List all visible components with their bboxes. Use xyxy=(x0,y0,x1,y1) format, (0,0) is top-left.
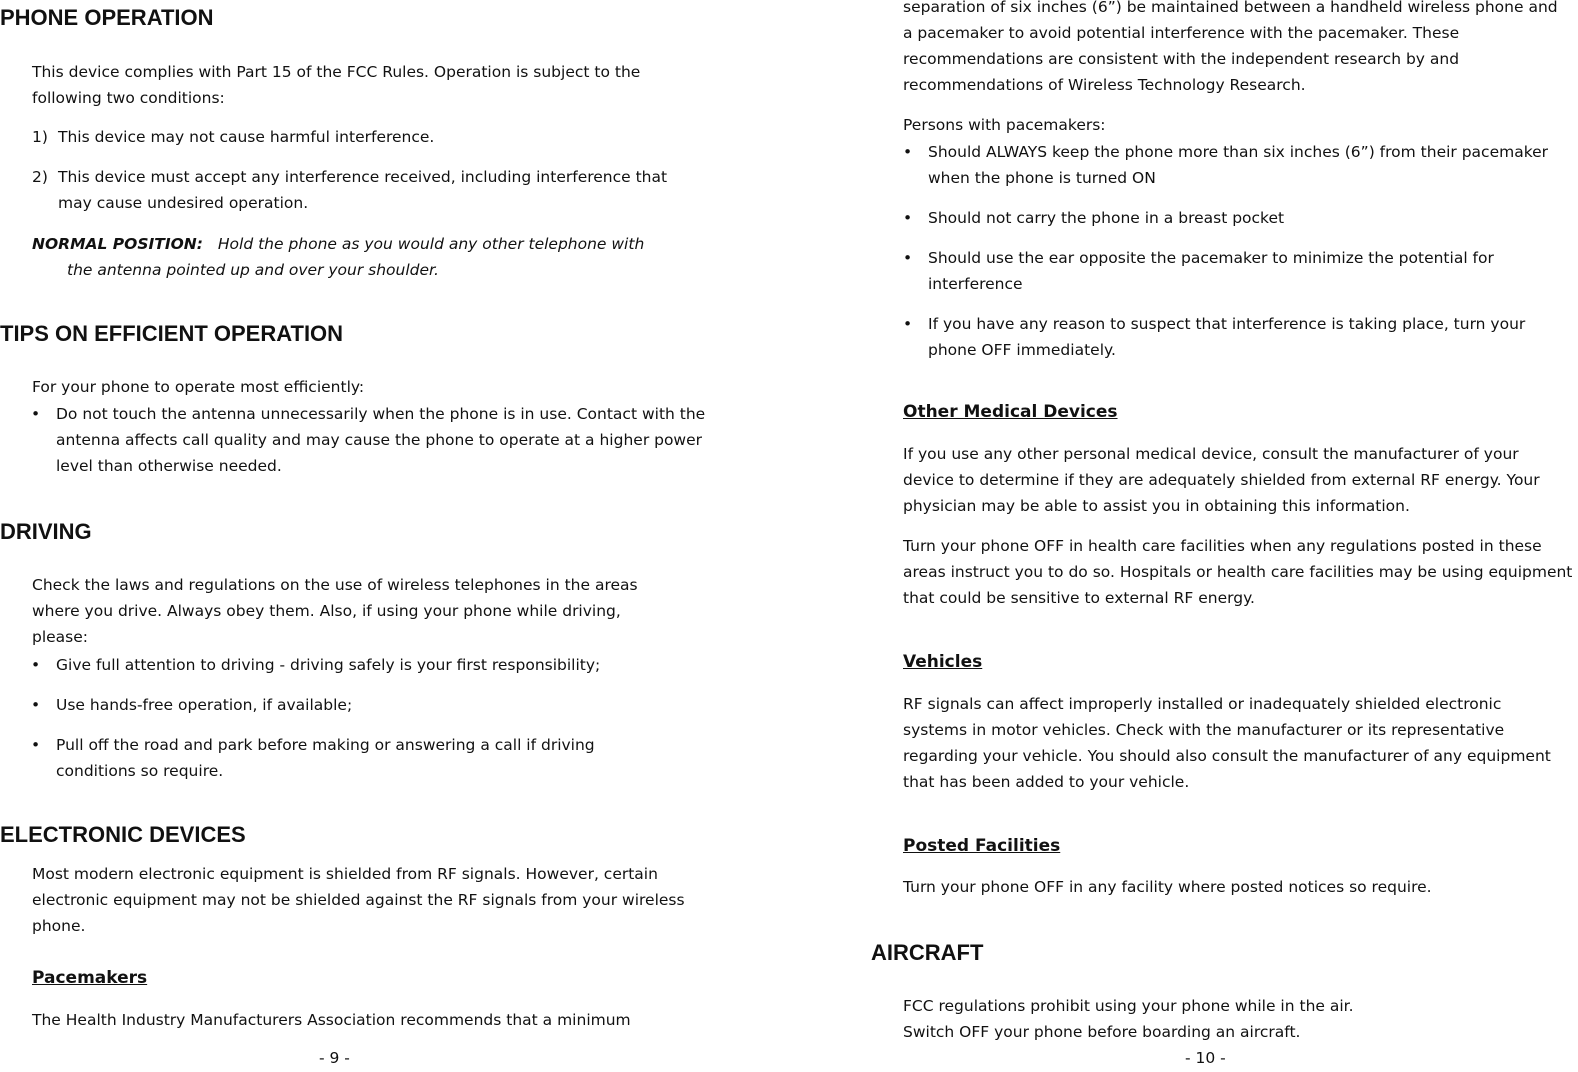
posted-facilities-subheading: Posted Facilities xyxy=(903,836,1061,856)
normal-position-label: NORMAL POSITION: xyxy=(32,235,203,253)
fcc-compliance-text: This device complies with Part 15 of the FCC Rules. Operation is subject to the following two conditions: xyxy=(32,63,641,107)
health-care-facilities-text: Turn your phone OFF in health care facilities when any regulations posted in these areas instruct you to do so. Hospitals or health care facilities may be using equipment that could be sensitive to external RF energy. xyxy=(903,537,1573,607)
aircraft-heading: AIRCRAFT xyxy=(871,940,984,965)
tips-heading: TIPS ON EFFICIENT OPERATION xyxy=(0,321,344,346)
list-item: • If you have any reason to suspect that interference is taking place, turn your phone OFF immediately. xyxy=(903,311,1563,363)
vehicles-subheading: Vehicles xyxy=(903,652,983,672)
electronic-devices-heading: ELECTRONIC DEVICES xyxy=(0,822,246,847)
aircraft-text-line2: Switch OFF your phone before boarding an aircraft. xyxy=(903,1023,1301,1041)
aircraft-text-line1: FCC regulations prohibit using your phone while in the air. xyxy=(903,997,1354,1015)
pacemakers-text: The Health Industry Manufacturers Association recommends that a minimum xyxy=(32,1011,631,1029)
other-medical-devices-text: If you use any other personal medical device, consult the manufacturer of your device to determine if they are adequately shielded from external RF energy. Your physician may be able to assist you in obtaining this information. xyxy=(903,445,1540,515)
list-item: 2) This device must accept any interference received, including interference that may cause undesired operation. xyxy=(32,168,668,212)
right-page xyxy=(870,0,1578,1072)
list-item: • Use hands-free operation, if available; xyxy=(31,692,651,718)
pacemakers-subheading: Pacemakers xyxy=(32,968,148,988)
phone-operation-heading: PHONE OPERATION xyxy=(0,5,214,30)
fcc-conditions-list xyxy=(32,124,697,230)
page-number: - 10 - xyxy=(1185,1049,1226,1067)
pacemaker-recommendation-cont: separation of six inches (6”) be maintained between a handheld wireless phone and a pacemaker to avoid potential interference with the pacemaker. These recommendations are consistent with the independent research by and recommendations of Wireless Technology Research. xyxy=(903,0,1558,94)
normal-position-text: Hold the phone as you would any other telephone with xyxy=(217,235,645,253)
driving-intro: Check the laws and regulations on the use of wireless telephones in the areas where you drive. Always obey them. Also, if using your phone while driving, please: xyxy=(32,576,638,646)
list-item: • Do not touch the antenna unnecessarily when the phone is in use. Contact with the antenna affects call quality and may cause the phone to operate at a higher power level than otherwise needed. xyxy=(31,401,711,479)
persons-with-pacemakers-intro: Persons with pacemakers: xyxy=(903,116,1106,134)
list-item: 1) This device may not cause harmful interference. xyxy=(32,128,435,146)
tips-list xyxy=(31,401,711,493)
vehicles-text: RF signals can affect improperly installed or inadequately shielded electronic systems in motor vehicles. Check with the manufacturer or its representative regarding your vehicle. You should also consult the manufacturer of any equipment that has been added to your vehicle. xyxy=(903,695,1551,791)
tips-intro: For your phone to operate most efficiently: xyxy=(32,378,365,396)
list-item: • Should use the ear opposite the pacemaker to minimize the potential for interference xyxy=(903,245,1563,297)
pacemaker-guidelines-list xyxy=(903,139,1563,377)
list-item: • Pull off the road and park before making or answering a call if driving conditions so require. xyxy=(31,732,651,784)
page-number: - 9 - xyxy=(319,1049,350,1067)
list-item: • Should ALWAYS keep the phone more than six inches (6”) from their pacemaker when the phone is turned ON xyxy=(903,139,1563,191)
normal-position-note xyxy=(32,231,712,283)
driving-heading: DRIVING xyxy=(0,519,92,544)
list-item: • Should not carry the phone in a breast pocket xyxy=(903,205,1563,231)
left-page xyxy=(0,0,760,1072)
electronic-devices-text: Most modern electronic equipment is shielded from RF signals. However, certain electronic equipment may not be shielded against the RF signals from your wireless phone. xyxy=(32,865,685,935)
normal-position-text-cont: the antenna pointed up and over your shoulder. xyxy=(67,261,439,279)
other-medical-devices-subheading: Other Medical Devices xyxy=(903,402,1118,422)
posted-facilities-text: Turn your phone OFF in any facility where posted notices so require. xyxy=(903,878,1432,896)
list-item: • Give full attention to driving - driving safely is your first responsibility; xyxy=(31,652,651,678)
driving-list xyxy=(31,652,651,798)
